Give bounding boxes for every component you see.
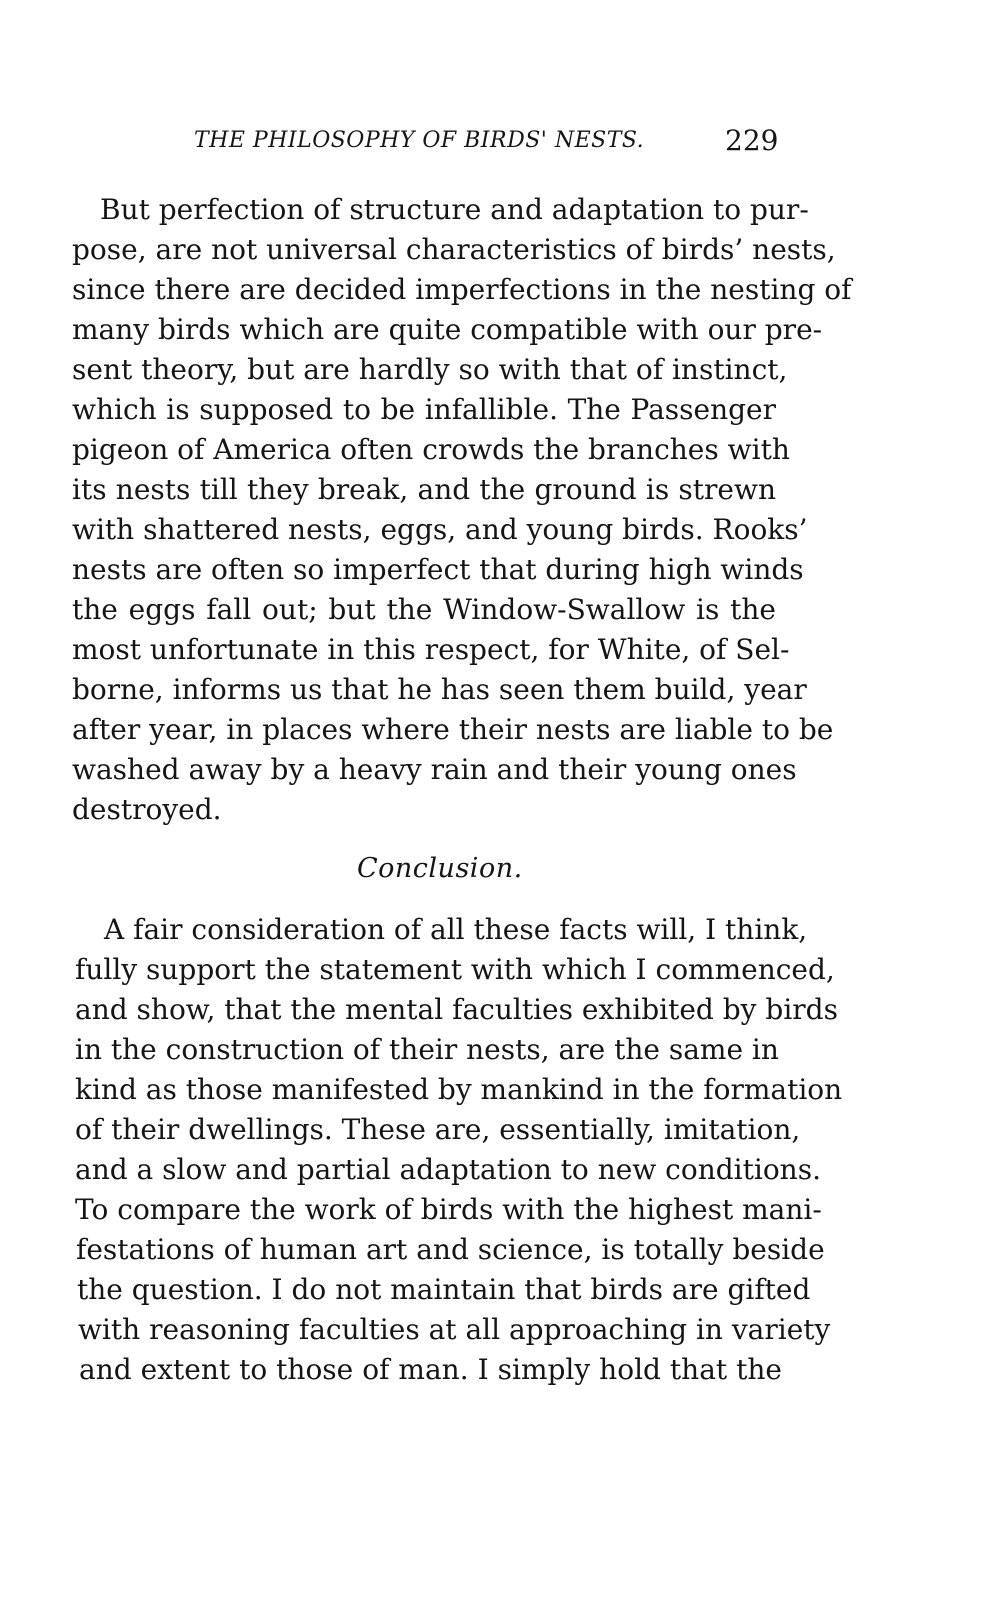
- section-heading: Conclusion.: [357, 853, 523, 884]
- text-line: borne, informs us that he has seen them build, year: [72, 673, 807, 706]
- text-line: But perfection of structure and adaptation to pur-: [100, 193, 809, 226]
- text-line: nests are often so imperfect that during high winds: [72, 553, 804, 586]
- text-line: and a slow and partial adaptation to new conditions.: [75, 1153, 821, 1186]
- text-line: with shattered nests, eggs, and young birds. Rooks’: [72, 513, 808, 546]
- text-line: destroyed.: [72, 793, 222, 826]
- text-line: and show, that the mental faculties exhibited by birds: [75, 993, 838, 1026]
- page-number: 229: [725, 124, 779, 157]
- text-line: in the construction of their nests, are the same in: [75, 1033, 779, 1066]
- text-line: after year, in places where their nests are liable to be: [72, 713, 834, 746]
- text-line: festations of human art and science, is totally beside: [76, 1233, 825, 1266]
- text-line: the question. I do not maintain that birds are gifted: [77, 1273, 811, 1306]
- text-line: sent theory, but are hardly so with that of instinct,: [72, 353, 788, 386]
- text-line: washed away by a heavy rain and their young ones: [72, 753, 797, 786]
- text-line: pose, are not universal characteristics of birds’ nests,: [72, 233, 836, 266]
- text-line: with reasoning faculties at all approaching in variety: [78, 1313, 831, 1346]
- text-line: kind as those manifested by mankind in the formation: [75, 1073, 843, 1106]
- text-line: many birds which are quite compatible with our pre-: [72, 313, 823, 346]
- text-line: its nests till they break, and the ground is strewn: [72, 473, 776, 506]
- text-line: of their dwellings. These are, essentially, imitation,: [75, 1113, 801, 1146]
- running-title: THE PHILOSOPHY OF BIRDS' NESTS.: [194, 128, 645, 153]
- text-line: and extent to those of man. I simply hold that the: [79, 1353, 782, 1386]
- text-line: since there are decided imperfections in the nesting of: [72, 273, 852, 306]
- text-line: the eggs fall out; but the Window-Swallow is the: [72, 593, 776, 626]
- text-line: fully support the statement with which I commenced,: [75, 953, 835, 986]
- text-line: which is supposed to be infallible. The Passenger: [72, 393, 776, 426]
- text-line: pigeon of America often crowds the branches with: [72, 433, 790, 466]
- text-line: A fair consideration of all these facts will, I think,: [104, 913, 808, 946]
- text-line: most unfortunate in this respect, for White, of Sel-: [72, 633, 790, 666]
- text-line: To compare the work of birds with the highest mani-: [75, 1193, 822, 1226]
